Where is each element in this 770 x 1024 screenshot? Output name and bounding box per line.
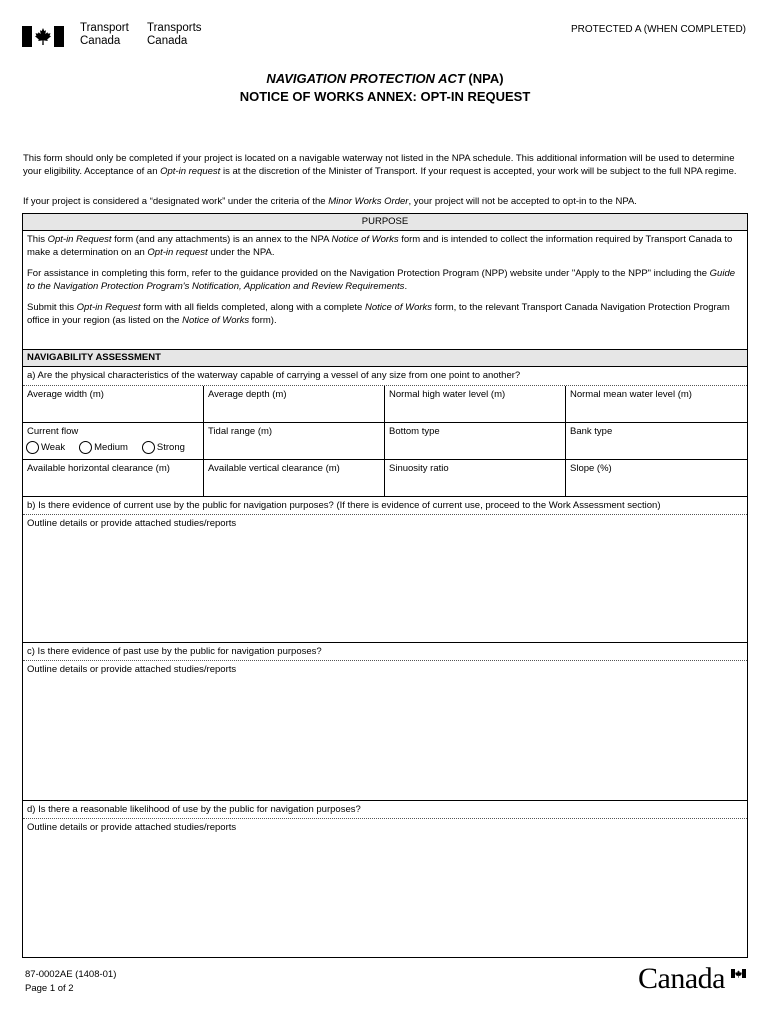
answer-b-textarea[interactable]: Outline details or provide attached studies/reports bbox=[23, 515, 747, 643]
radio-weak[interactable] bbox=[26, 441, 39, 454]
radio-strong[interactable] bbox=[142, 441, 155, 454]
navigability-heading: NAVIGABILITY ASSESSMENT bbox=[23, 350, 747, 367]
radio-medium[interactable] bbox=[79, 441, 92, 454]
intro-designated-work: If your project is considered a “designated work” under the criteria of the Minor Works Order, your project will not be accepted to opt-in to the NPA. bbox=[23, 196, 637, 207]
question-c: c) Is there evidence of past use by the public for navigation purposes? bbox=[23, 643, 747, 661]
answer-d-textarea[interactable]: Outline details or provide attached studies/reports bbox=[27, 822, 237, 833]
page-number: Page 1 of 2 bbox=[25, 983, 74, 994]
department-name-en: Transport Canada bbox=[80, 22, 129, 47]
form-subtitle: NOTICE OF WORKS ANNEX: OPT-IN REQUEST bbox=[239, 89, 531, 104]
measurement-row-2 bbox=[23, 423, 747, 460]
question-a: a) Are the physical characteristics of the waterway capable of carrying a vessel of any size from one point to another? bbox=[23, 367, 747, 386]
bottom-type-field[interactable]: Bottom type bbox=[385, 423, 566, 459]
intro-paragraph: This form should only be completed if your project is located on a navigable waterway not listed in the NPA schedule. This additional information will be used to determine your eligibility. Acceptance of an Opt-in request is at the discretion of the Minister of Transport. If your request is accepted, your work will be subject to the full NPA regime. bbox=[23, 153, 737, 177]
page-header bbox=[22, 22, 748, 52]
current-flow-field bbox=[23, 423, 204, 459]
form-body bbox=[22, 213, 748, 958]
answer-c-textarea[interactable]: Outline details or provide attached studies/reports bbox=[23, 661, 747, 801]
purpose-paragraph-1: This Opt-in Request form (and any attachments) is an annex to the NPA Notice of Works form and is intended to collect the information required by Transport Canada to make a determination on an Opt-in request under the NPA. bbox=[27, 234, 733, 258]
form-code: 87-0002AE (1408-01) bbox=[25, 969, 117, 980]
measurement-row-1 bbox=[23, 386, 747, 423]
sinuosity-ratio-field[interactable]: Sinuosity ratio bbox=[385, 460, 566, 496]
wordmark-flag-icon bbox=[731, 969, 746, 978]
average-depth-field[interactable]: Average depth (m) bbox=[204, 386, 385, 422]
question-d: d) Is there a reasonable likelihood of use by the public for navigation purposes? bbox=[23, 801, 747, 819]
radio-medium-label: Medium bbox=[94, 442, 128, 453]
bank-type-field[interactable]: Bank type bbox=[570, 426, 613, 437]
purpose-paragraph-3: Submit this Opt-in Request form with all fields completed, along with a complete Notice of Works form, to the relevant Transport Canada Navigation Protection Program office in your region (as listed on the Notice of Works form). bbox=[27, 302, 730, 326]
canada-wordmark: Canada bbox=[638, 962, 725, 995]
tidal-range-field[interactable]: Tidal range (m) bbox=[204, 423, 385, 459]
normal-high-water-field[interactable]: Normal high water level (m) bbox=[385, 386, 566, 422]
purpose-paragraph-2: For assistance in completing this form, refer to the guidance provided on the Navigation Protection Program (NPP) website under "Apply to the NPP" including the Guide to the Navigation Protection Program's Notification, Application and Review Requirements. bbox=[27, 268, 736, 292]
protected-label: PROTECTED A (WHEN COMPLETED) bbox=[570, 24, 746, 35]
purpose-section bbox=[23, 231, 747, 350]
current-flow-options bbox=[26, 441, 199, 454]
slope-field[interactable]: Slope (%) bbox=[570, 463, 612, 474]
vertical-clearance-field[interactable]: Available vertical clearance (m) bbox=[204, 460, 385, 496]
horizontal-clearance-field[interactable]: Available horizontal clearance (m) bbox=[23, 460, 204, 496]
normal-mean-water-field[interactable]: Normal mean water level (m) bbox=[570, 389, 692, 400]
average-width-field[interactable]: Average width (m) bbox=[23, 386, 204, 422]
measurement-row-3 bbox=[23, 460, 747, 497]
radio-strong-label: Strong bbox=[156, 442, 185, 453]
canada-flag-icon bbox=[22, 26, 64, 47]
question-b: b) Is there evidence of current use by the public for navigation purposes? (If there is evidence of current use, proceed to the Work Assessment section) bbox=[23, 497, 747, 515]
current-flow-label: Current flow bbox=[27, 426, 79, 437]
form-title: NAVIGATION PROTECTION ACT (NPA) bbox=[266, 71, 504, 86]
maple-leaf-icon bbox=[35, 28, 51, 45]
radio-weak-label: Weak bbox=[41, 442, 66, 453]
purpose-heading: PURPOSE bbox=[23, 214, 747, 231]
department-name-fr: Transports Canada bbox=[147, 22, 202, 47]
